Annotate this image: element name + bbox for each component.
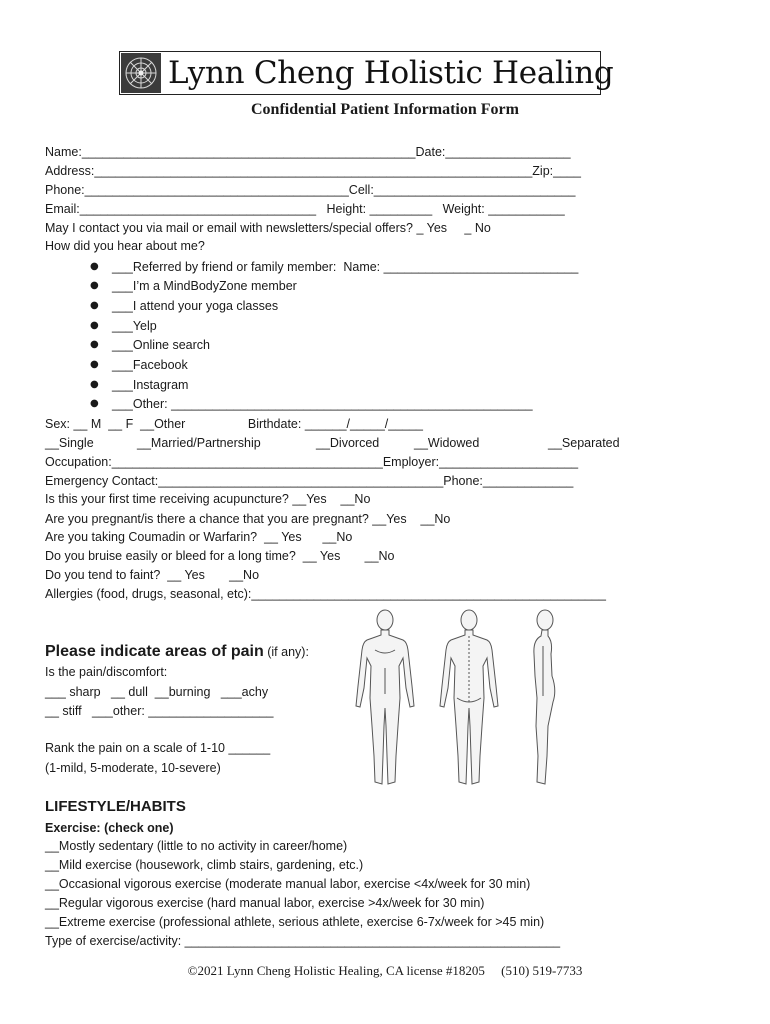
status-single[interactable]: __Single <box>45 436 94 450</box>
referral-option[interactable]: ___Facebook <box>112 358 188 372</box>
referral-option[interactable]: ___Other: ____________________________________________________ <box>112 397 533 411</box>
occupation-employer-field[interactable]: Occupation:_______________________________________Employer:____________________ <box>45 455 579 469</box>
referral-option[interactable]: ___Online search <box>112 338 210 352</box>
bullet-icon: ● <box>90 379 99 390</box>
body-chart-icon[interactable] <box>345 606 575 792</box>
status-divorced[interactable]: __Divorced <box>316 436 380 450</box>
bullet-icon: ● <box>90 359 99 370</box>
brand-title: Lynn Cheng Holistic Healing <box>168 55 614 91</box>
bullet-icon: ● <box>90 320 99 331</box>
bullet-icon: ● <box>90 398 99 409</box>
status-married[interactable]: __Married/Partnership <box>137 436 261 450</box>
body-side-figure <box>534 610 555 784</box>
coumadin-question[interactable]: Are you taking Coumadin or Warfarin? __ Yes __No <box>45 530 353 544</box>
bruise-question[interactable]: Do you bruise easily or bleed for a long time? __ Yes __No <box>45 549 395 563</box>
exercise-option[interactable]: __Occasional vigorous exercise (moderate manual labor, exercise <4x/week for 30 min) <box>45 877 531 891</box>
pain-rank-field[interactable]: Rank the pain on a scale of 1-10 ______ <box>45 741 271 755</box>
emergency-contact-field[interactable]: Emergency Contact:_________________________________________Phone:_____________ <box>45 474 574 488</box>
allergies-field[interactable]: Allergies (food, drugs, seasonal, etc):___________________________________________________ <box>45 587 606 601</box>
address-zip-field[interactable]: Address:_______________________________________________________________Zip:____ <box>45 164 581 178</box>
mandala-logo-icon <box>121 53 161 93</box>
pain-question: Is the pain/discomfort: <box>45 665 168 679</box>
referral-option[interactable]: ___I attend your yoga classes <box>112 299 279 313</box>
exercise-option[interactable]: __Regular vigorous exercise (hard manual labor, exercise >4x/week for 30 min) <box>45 896 485 910</box>
form-title: Confidential Patient Information Form <box>251 101 519 118</box>
faint-question[interactable]: Do you tend to faint? __ Yes __No <box>45 568 260 582</box>
referral-option[interactable]: ___I’m a MindBodyZone member <box>112 279 297 293</box>
exercise-type-field[interactable]: Type of exercise/activity: ______________________________________________________ <box>45 934 561 948</box>
exercise-option[interactable]: __Mostly sedentary (little to no activity in career/home) <box>45 839 348 853</box>
pain-types-line1[interactable]: ___ sharp __ dull __burning ___achy <box>45 685 269 699</box>
bullet-icon: ● <box>90 261 99 272</box>
exercise-option[interactable]: __Mild exercise (housework, climb stairs, gardening, etc.) <box>45 858 364 872</box>
bullet-icon: ● <box>90 339 99 350</box>
pregnant-question[interactable]: Are you pregnant/is there a chance that you are pregnant? __Yes __No <box>45 512 451 526</box>
email-height-weight-field[interactable]: Email:__________________________________ Height: _________ Weight: ___________ <box>45 202 565 216</box>
status-widowed[interactable]: __Widowed <box>414 436 480 450</box>
status-separated[interactable]: __Separated <box>548 436 620 450</box>
first-time-question[interactable]: Is this your first time receiving acupuncture? __Yes __No <box>45 492 371 506</box>
footer: ©2021 Lynn Cheng Holistic Healing, CA license #18205 (510) 519-7733 <box>187 963 583 978</box>
referral-option[interactable]: ___Referred by friend or family member: Name: ____________________________ <box>112 260 579 274</box>
newsletter-question[interactable]: May I contact you via mail or email with newsletters/special offers? _ Yes _ No <box>45 221 491 235</box>
pain-heading-sub: (if any): <box>263 645 309 659</box>
pain-types-line2[interactable]: __ stiff ___other: __________________ <box>45 704 274 718</box>
lifestyle-heading: LIFESTYLE/HABITS <box>45 798 186 815</box>
sex-birthdate-field[interactable]: Sex: __ M __ F __Other Birthdate: ______/_____/_____ <box>45 417 424 431</box>
body-back-figure <box>440 610 498 784</box>
referral-option[interactable]: ___Yelp <box>112 319 157 333</box>
referral-option[interactable]: ___Instagram <box>112 378 189 392</box>
pain-scale-note: (1-mild, 5-moderate, 10-severe) <box>45 761 221 775</box>
pain-heading: Please indicate areas of pain (if any): <box>45 643 309 660</box>
exercise-option[interactable]: __Extreme exercise (professional athlete, serious athlete, exercise 6-7x/week for >45 min) <box>45 915 545 929</box>
body-front-figure <box>356 610 414 784</box>
name-date-field[interactable]: Name:________________________________________________Date:__________________ <box>45 145 571 159</box>
bullet-icon: ● <box>90 280 99 291</box>
hear-about-question: How did you hear about me? <box>45 239 205 253</box>
bullet-icon: ● <box>90 300 99 311</box>
phone-cell-field[interactable]: Phone:______________________________________Cell:_____________________________ <box>45 183 576 197</box>
exercise-heading: Exercise: (check one) <box>45 821 174 835</box>
